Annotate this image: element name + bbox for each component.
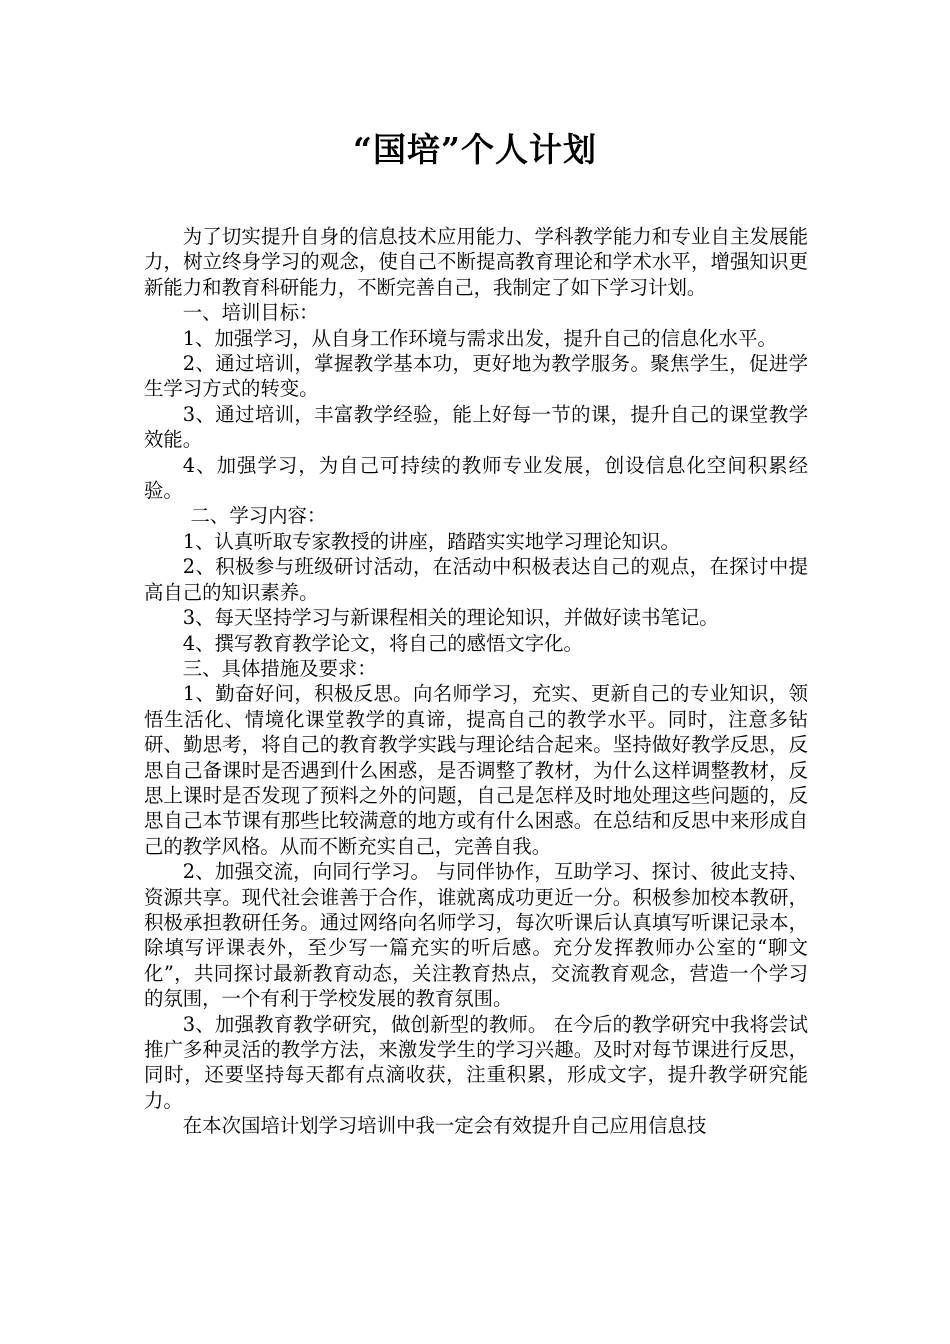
content-item-3: 3、每天坚持学习与新课程相关的理论知识，并做好读书笔记。 — [182, 606, 719, 630]
content-item-4: 4、撰写教育教学论文，将自己的感悟文字化。 — [182, 631, 583, 655]
goal-item-4: 4、加强学习，为自己可持续的教师专业发展，创设信息化空间积累经验。 — [144, 453, 808, 503]
section-heading-measures: 三、具体措施及要求： — [182, 656, 377, 680]
content-item-1: 1、认真听取专家教授的讲座，踏踏实实地学习理论知识。 — [182, 529, 680, 553]
goal-item-2: 2、通过培训，掌握教学基本功，更好地为教学服务。聚焦学生，促进学生学习方式的转变。 — [144, 352, 808, 401]
document-body — [144, 224, 808, 1139]
measure-item-1: 1、勤奋好问，积极反思。向名师学习，充实、更新自己的专业知识，领悟生活化、情境化课堂教学的真谛，提高自己的教学水平。同时，注意多钻研、勤思考，将自己的教育教学实践与理论结合起来。坚持做好教学反思，反思自己备课时是否遇到什么困惑，是否调整了教材，为什么这样调整教材，反思上课时是否发现了预料之外的问题，自己是怎样及时地处理这些问题的，反思自己本节课有那些比较满意的地方或有什么困惑。在总结和反思中来形成自己的教学风格。从而不断充实自己，完善自我。 — [144, 682, 808, 858]
goal-item-1: 1、加强学习，从自身工作环境与需求出发，提升自己的信息化水平。 — [182, 326, 777, 350]
section-heading-content: 二、学习内容： — [190, 504, 327, 528]
measure-item-3: 3、加强教育教学研究，做创新型的教师。 在今后的教学研究中我将尝试推广多种灵活的教学方法，来激发学生的学习兴趣。及时对每节课进行反思，同时，还要坚持每天都有点滴收获，注重积累，形成文字，提升教学研究能力。 — [144, 1012, 808, 1112]
goal-item-3: 3、通过培训，丰富教学经验，能上好每一节的课，提升自己的课堂教学效能。 — [144, 402, 808, 452]
measure-item-2: 2、加强交流，向同行学习。 与同伴协作，互助学习、探讨、彼此支持、资源共享。现代社会谁善于合作，谁就离成功更近一分。积极参加校本教研，积极承担教研任务。通过网络向名师学习，每次听课后认真填写听课记录本，除填写评课表外，至少写一篇充实的听后感。充分发挥教师办公室的“聊文化”，共同探讨最新教育动态，关注教育热点，交流教育观念，营造一个学习的氛围，一个有利于学校发展的教育氛围。 — [144, 860, 808, 1011]
intro-paragraph: 为了切实提升自身的信息技术应用能力、学科教学能力和专业自主发展能力，树立终身学习的观念，使自己不断提高教育理论和学术水平，增强知识更新能力和教育科研能力，不断完善自己，我制定了如下学习计划。 — [144, 225, 808, 299]
closing-paragraph: 在本次国培计划学习培训中我一定会有效提升自己应用信息技 — [182, 1114, 707, 1138]
section-heading-goals: 一、培训目标： — [182, 301, 319, 325]
content-item-2: 2、积极参与班级研讨活动，在活动中积极表达自己的观点，在探讨中提高自己的知识素养。 — [144, 555, 808, 604]
document-title: “国培”个人计划 — [353, 130, 597, 169]
